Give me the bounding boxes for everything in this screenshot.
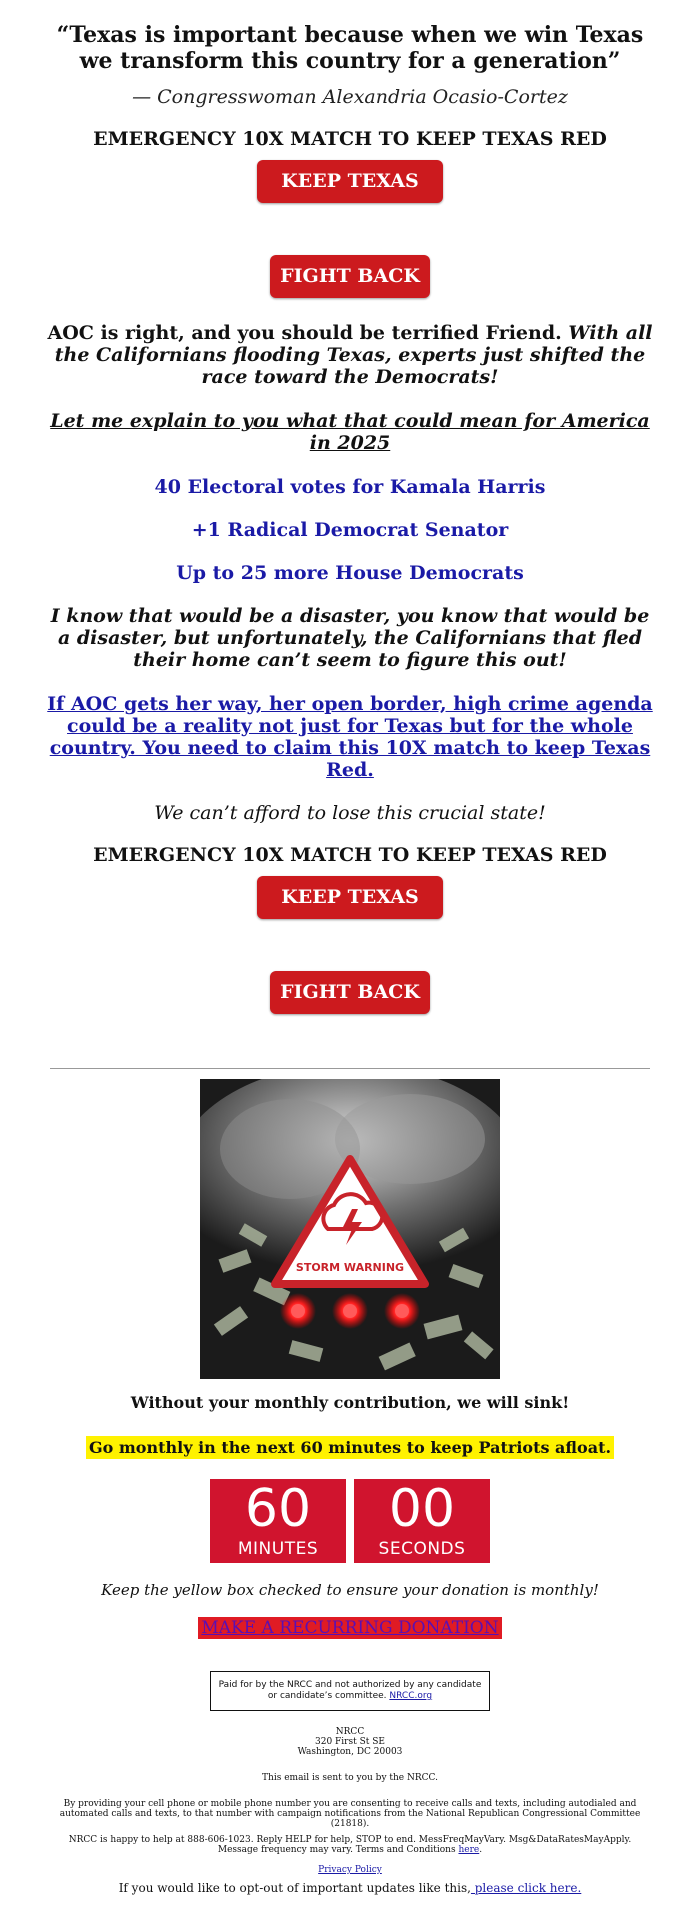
keep-texas-red-button-2[interactable]: KEEP TEXAS RED [257,876,443,919]
point-senator: +1 Radical Democrat Senator [191,519,509,541]
timer-seconds-box [354,1479,490,1563]
point-electoral-votes: 40 Electoral votes for Kamala Harris [154,476,546,498]
terms-here-link[interactable]: here [458,1845,480,1855]
address-line-3: Washington, DC 20003 [297,1747,403,1757]
intro-italic: With all the Californians flooding Texas, experts just shifted the race toward the Democrats! [54,322,653,388]
opt-out-line [45,1881,655,1895]
address-line-1: NRCC [335,1727,365,1737]
opt-out-link[interactable]: please click here. [470,1881,582,1895]
storm-warning-image[interactable] [200,1079,500,1379]
timer-minutes-value: 60 [244,1479,312,1539]
go-monthly-highlight: Go monthly in the next 60 minutes to keep Patriots afloat. [86,1436,614,1459]
keep-yellow-box-text: Keep the yellow box checked to ensure your donation is monthly! [101,1581,599,1599]
fight-back-button[interactable]: FIGHT BACK [270,255,430,298]
quote-attribution: — Congresswoman Alexandria Ocasio-Cortez [132,86,568,108]
cant-afford-text: We can’t afford to lose this crucial state! [154,802,546,824]
emergency-heading-2: EMERGENCY 10X MATCH TO KEEP TEXAS RED [93,844,607,866]
help-text-block: NRCC is happy to help at 888-606-1023. Reply HELP for help, STOP to end. MessFreqMayVary. Msg&DataRatesMayApply. Message frequency may vary. Terms and Conditions here. [68,1835,632,1855]
address-line-2: 320 First St SE [315,1737,385,1747]
explain-link[interactable]: Let me explain to you what that could mean for America in 2025 [50,410,650,454]
aoc-quote: “Texas is important because when we win Texas we transform this country for a generation” [56,22,644,74]
aoc-agenda-link[interactable]: If AOC gets her way, her open border, high crime agenda could be a reality not just for Texas but for the whole country. You need to claim this 10X match to keep Texas Red. [47,693,653,781]
point-house-democrats: Up to 25 more House Democrats [176,562,524,584]
intro-plain: AOC is right, and you should be terrified Friend. [47,322,569,344]
countdown-timer [45,1479,655,1563]
emergency-heading: EMERGENCY 10X MATCH TO KEEP TEXAS RED [93,128,607,150]
opt-out-text: If you would like to opt-out of important updates like this, [118,1881,471,1895]
mailing-address [45,1727,655,1757]
timer-seconds-label: SECONDS [378,1539,466,1559]
timer-minutes-box [210,1479,346,1563]
help-text: NRCC is happy to help at 888-606-1023. Reply HELP for help, STOP to end. MessFreqMayVary. Msg&DataRatesMayApply. Message frequency may vary. Terms and Conditions [68,1835,632,1855]
timer-seconds-value: 00 [388,1479,456,1539]
paid-for-disclaimer [210,1671,490,1711]
sent-by-text: This email is sent to you by the NRCC. [262,1773,438,1783]
timer-minutes-label: MINUTES [237,1539,319,1559]
email-body [45,22,655,1014]
disaster-paragraph: I know that would be a disaster, you know that would be a disaster, but unfortunately, the Californians that fled their home can’t seem to figure this out! [50,605,650,671]
nrcc-org-link[interactable]: NRCC.org [389,1691,433,1701]
svg-text:STORM WARNING: STORM WARNING [295,1261,405,1274]
fight-back-button-2[interactable]: FIGHT BACK [270,971,430,1014]
intro-paragraph [45,322,655,388]
divider [50,1068,650,1069]
sink-warning-text: Without your monthly contribution, we will sink! [130,1393,570,1412]
storm-warning-sign-icon [200,1079,500,1379]
disclaimer-text: Paid for by the NRCC and not authorized by any candidate or candidate’s committee. [218,1680,482,1701]
make-recurring-donation-button[interactable]: MAKE A RECURRING DONATION [198,1617,501,1639]
consent-text: By providing your cell phone or mobile phone number you are consenting to receive calls and texts, including autodialed and automated calls and texts, to that number with campaign notifications from the National Republican Congressional Committee (21818). [59,1799,641,1829]
keep-texas-red-button[interactable]: KEEP TEXAS RED [257,160,443,203]
privacy-policy-link[interactable]: Privacy Policy [318,1865,382,1875]
